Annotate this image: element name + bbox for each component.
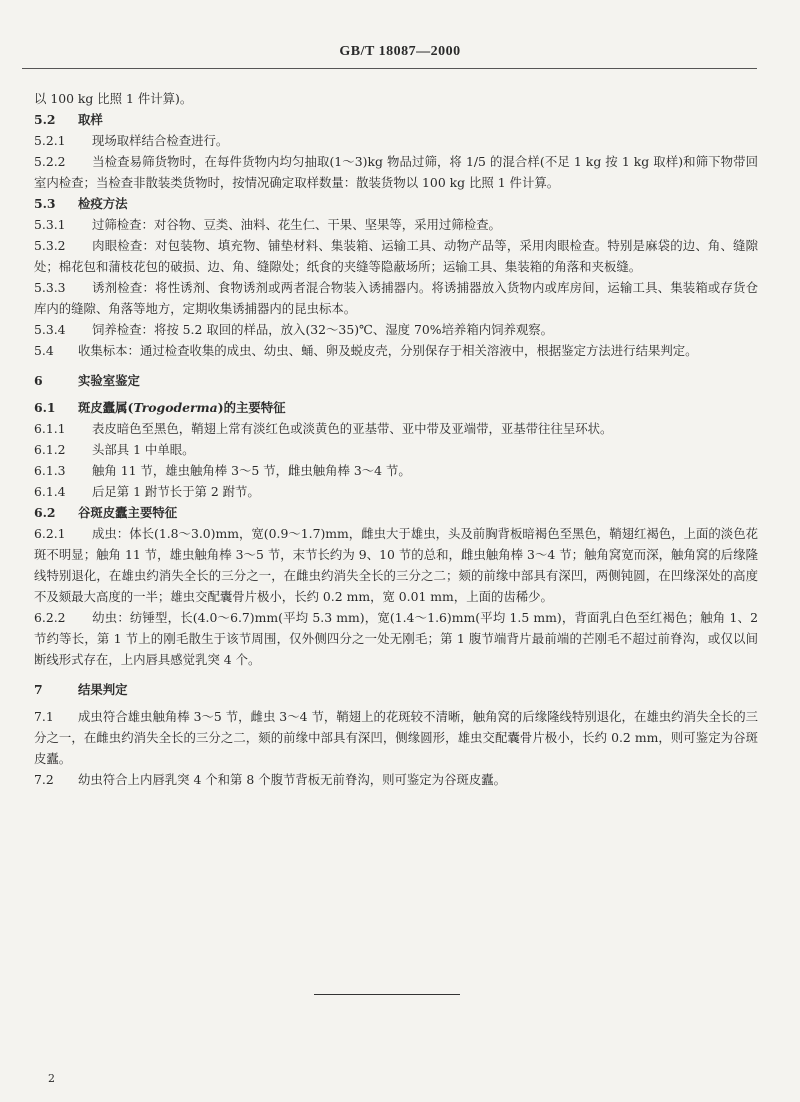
clause-6-1 <box>34 397 758 418</box>
clause-5-4 <box>34 340 758 361</box>
clause-number: 5.3.2 <box>34 238 66 253</box>
clause-text: 幼虫：纺锤型，长(4.0～6.7)mm(平均 5.3 mm)，宽(1.4～1.6)mm(平均 1.5 mm)，背面乳白色至红褐色；触角 1、2 节约等长，第 1 节上的刚毛散生于该节周围，仅外侧四分之一处无刚毛；第 1 腹节端背片最前端的芒刚毛不超过前脊沟，或仅以间断线形式存在，上内唇具感觉乳突 4 个。 <box>34 610 758 667</box>
clause-5-3-1 <box>34 214 758 235</box>
continued-line: 以 100 kg 比照 1 件计算)。 <box>34 91 193 106</box>
clause-text: 肉眼检查：对包装物、填充物、铺垫材料、集装箱、运输工具、动物产品等，采用肉眼检查。特别是麻袋的边、角、缝隙处；棉花包和蒲枝花包的破损、边、角、缝隙处；纸食的夹缝等隐蔽场所；运输工具、集装箱的角落和夹板缝。 <box>34 238 758 274</box>
clause-text: 过筛检查：对谷物、豆类、油料、花生仁、干果、坚果等，采用过筛检查。 <box>92 217 501 232</box>
header-divider <box>22 68 757 69</box>
clause-5-2-2 <box>34 151 758 193</box>
page-number: 2 <box>48 1072 55 1085</box>
document-body <box>34 88 758 790</box>
clause-number: 6.1.3 <box>34 463 66 478</box>
clause-text: 触角 11 节，雄虫触角棒 3～5 节，雌虫触角棒 3～4 节。 <box>92 463 411 478</box>
clause-text: 成虫符合雄虫触角棒 3～5 节，雌虫 3～4 节，鞘翅上的花斑较不清晰，触角窝的后缘隆线特别退化，在雄虫约消失全长的三分之一，在雌虫约消失全长的三分之二，颏的前缘中部具有深凹，侧缘圆形，雄虫交配囊骨片极小，长约 0.2 mm，则可鉴定为谷斑皮蠹。 <box>34 709 758 766</box>
clause-text: 饲养检查：将按 5.2 取回的样品，放入(32～35)℃、湿度 70%培养箱内饲养观察。 <box>92 322 554 337</box>
clause-number: 5.4 <box>34 343 54 358</box>
clause-title: 谷斑皮蠹主要特征 <box>78 505 178 520</box>
end-of-document-rule <box>314 994 460 995</box>
clause-text: 现场取样结合检查进行。 <box>92 133 229 148</box>
clause-title-part: 斑皮蠹属( <box>78 400 134 415</box>
clause-title: 检疫方法 <box>78 196 128 211</box>
clause-text: 当检查易筛货物时，在每件货物内均匀抽取(1～3)kg 物品过筛，将 1/5 的混合样(不足 1 kg 按 1 kg 取样)和筛下物带回室内检查；当检查非散装类货物时，按情况确定取样数量：散装货物以 100 kg 比照 1 件计算。 <box>34 154 758 190</box>
clause-5-3-4 <box>34 319 758 340</box>
section-6-heading <box>34 370 758 391</box>
clause-text: 成虫：体长(1.8～3.0)mm，宽(0.9～1.7)mm，雌虫大于雄虫，头及前胸背板暗褐色至黑色，鞘翅红褐色，上面的淡色花斑不明显；触角 11 节，雄虫触角棒 3～5 节，末节长约为 9、10 节的总和，雌虫触角棒 3～4 节；触角窝宽而深，触角窝的后缘隆线特别退化，在雄虫约消失全长的三分之一，在雌虫约消失全长的三分之二；颏的前缘中部具有深凹，两侧钝圆，在凹缘深处的高度不及颏最大高度的一半；雄虫交配囊骨片极小，长约 0.2 mm，宽 0.01 mm，上面的齿稀少。 <box>34 526 758 604</box>
section-number: 7 <box>34 682 43 697</box>
clause-number: 7.2 <box>34 772 54 787</box>
clause-number: 6.1.1 <box>34 421 66 436</box>
clause-text: 后足第 1 跗节长于第 2 跗节。 <box>92 484 260 499</box>
clause-number: 5.3 <box>34 196 56 211</box>
clause-text: 头部具 1 中单眼。 <box>92 442 195 457</box>
clause-text: 收集标本：通过检查收集的成虫、幼虫、蛹、卵及蜕皮壳，分别保存于相关溶液中，根据鉴定方法进行结果判定。 <box>78 343 698 358</box>
clause-number: 6.1.2 <box>34 442 66 457</box>
clause-6-1-4 <box>34 481 758 502</box>
clause-number: 6.1 <box>34 400 56 415</box>
clause-6-2-1 <box>34 523 758 607</box>
clause-number: 7.1 <box>34 709 54 724</box>
clause-title: 取样 <box>78 112 103 127</box>
clause-5-3 <box>34 193 758 214</box>
clause-number: 5.2 <box>34 112 56 127</box>
section-title: 实验室鉴定 <box>78 373 140 388</box>
clause-6-1-2 <box>34 439 758 460</box>
clause-5-3-2 <box>34 235 758 277</box>
clause-6-2-2 <box>34 607 758 670</box>
clause-number: 6.2.2 <box>34 610 66 625</box>
standard-number-header: GB/T 18087—2000 <box>339 44 461 59</box>
clause-7-1 <box>34 706 758 769</box>
clause-number: 5.3.4 <box>34 322 66 337</box>
clause-number: 6.1.4 <box>34 484 66 499</box>
clause-number: 5.2.2 <box>34 154 66 169</box>
clause-title-part: )的主要特征 <box>217 400 286 415</box>
section-title: 结果判定 <box>78 682 128 697</box>
section-number: 6 <box>34 373 43 388</box>
clause-number: 5.3.1 <box>34 217 66 232</box>
clause-number: 5.3.3 <box>34 280 66 295</box>
clause-text: 诱剂检查：将性诱剂、食物诱剂或两者混合物装入诱捕器内。将诱捕器放入货物内或库房间，运输工具、集装箱或存货仓库内的缝隙、角落等地方，定期收集诱捕器内的昆虫标本。 <box>34 280 758 316</box>
clause-6-1-3 <box>34 460 758 481</box>
section-7-heading <box>34 679 758 700</box>
clause-7-2 <box>34 769 758 790</box>
clause-text: 幼虫符合上内唇乳突 4 个和第 8 个腹节背板无前脊沟，则可鉴定为谷斑皮蠹。 <box>78 772 507 787</box>
clause-number: 5.2.1 <box>34 133 66 148</box>
clause-6-1-1 <box>34 418 758 439</box>
clause-number: 6.2.1 <box>34 526 66 541</box>
clause-6-2 <box>34 502 758 523</box>
clause-5-2 <box>34 109 758 130</box>
clause-5-2-1 <box>34 130 758 151</box>
clause-5-3-3 <box>34 277 758 319</box>
genus-latin-name: Trogoderma <box>133 400 218 415</box>
clause-text: 表皮暗色至黑色，鞘翅上常有淡红色或淡黄色的亚基带、亚中带及亚端带，亚基带往往呈环状。 <box>92 421 613 436</box>
clause-number: 6.2 <box>34 505 56 520</box>
